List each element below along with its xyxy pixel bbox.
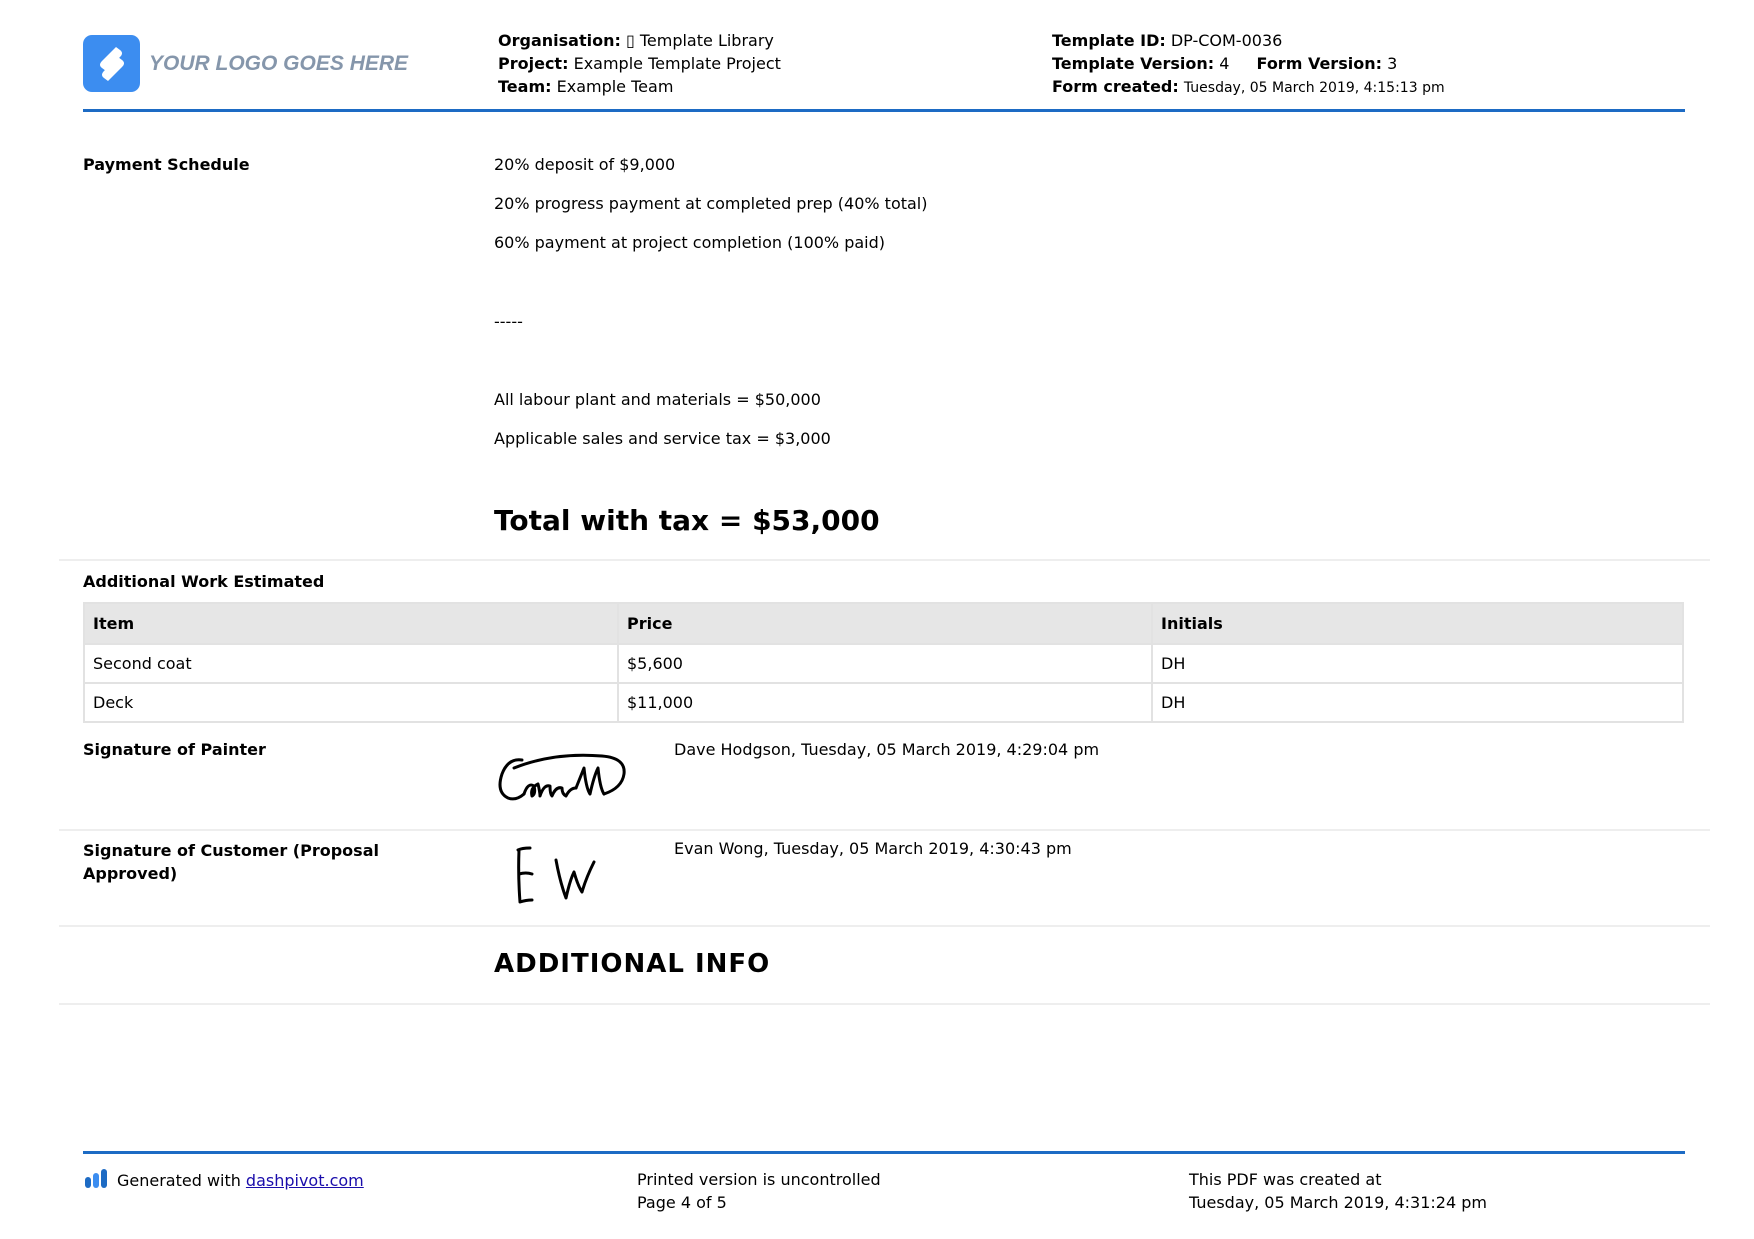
column-header-item: Item bbox=[84, 603, 618, 644]
organisation-value: ▯ Template Library bbox=[625, 31, 774, 50]
template-id-row bbox=[1052, 29, 1445, 52]
pdf-created-label: This PDF was created at bbox=[1189, 1170, 1382, 1189]
payment-total: Total with tax = $53,000 bbox=[494, 504, 880, 537]
cell-initials: DH bbox=[1152, 644, 1683, 683]
additional-work-label: Additional Work Estimated bbox=[83, 572, 325, 591]
form-version-value: 3 bbox=[1387, 54, 1398, 73]
dashpivot-link[interactable]: dashpivot.com bbox=[245, 1170, 364, 1190]
table-row bbox=[84, 644, 1683, 683]
printed-version-notice: Printed version is uncontrolled bbox=[637, 1170, 881, 1189]
page-number: Page 4 of 5 bbox=[637, 1193, 727, 1212]
customer-signature-label-line1: Signature of Customer (Proposal bbox=[83, 841, 379, 860]
table-row bbox=[84, 683, 1683, 722]
company-logo bbox=[83, 35, 408, 92]
payment-schedule-label: Payment Schedule bbox=[83, 155, 250, 174]
table-header-row bbox=[84, 603, 1683, 644]
cell-price: $5,600 bbox=[618, 644, 1152, 683]
section-divider bbox=[59, 559, 1710, 561]
template-id-label: Template ID: bbox=[1052, 31, 1166, 50]
customer-signature-info: Evan Wong, Tuesday, 05 March 2019, 4:30:43 pm bbox=[674, 839, 1072, 858]
cell-item: Second coat bbox=[84, 644, 618, 683]
column-header-price: Price bbox=[618, 603, 1152, 644]
project-row bbox=[498, 52, 781, 75]
template-version-label: Template Version: bbox=[1052, 54, 1215, 73]
cell-item: Deck bbox=[84, 683, 618, 722]
footer-pdf-created bbox=[1189, 1168, 1487, 1214]
logo-icon bbox=[83, 35, 140, 92]
header-org-block bbox=[498, 29, 781, 98]
form-created-value: Tuesday, 05 March 2019, 4:15:13 pm bbox=[1183, 80, 1445, 96]
template-version-value: 4 bbox=[1219, 54, 1230, 73]
customer-signature-label bbox=[83, 839, 379, 885]
team-label: Team: bbox=[498, 77, 552, 96]
payment-line-labour: All labour plant and materials = $50,000 bbox=[494, 390, 821, 409]
footer-print-notice bbox=[637, 1168, 881, 1214]
project-label: Project: bbox=[498, 54, 569, 73]
organisation-label: Organisation: bbox=[498, 31, 621, 50]
form-created-row bbox=[1052, 75, 1445, 100]
footer-divider bbox=[83, 1151, 1685, 1154]
form-version-label: Form Version: bbox=[1256, 54, 1382, 73]
footer-generated bbox=[85, 1168, 364, 1192]
additional-work-table bbox=[83, 602, 1684, 723]
cell-initials: DH bbox=[1152, 683, 1683, 722]
section-divider bbox=[59, 925, 1710, 927]
payment-line-progress: 20% progress payment at completed prep (40% total) bbox=[494, 194, 928, 213]
payment-line-completion: 60% payment at project completion (100% paid) bbox=[494, 233, 886, 252]
template-id-value: DP-COM-0036 bbox=[1170, 31, 1283, 50]
generated-with-text: Generated with bbox=[117, 1170, 241, 1190]
payment-line-deposit: 20% deposit of $9,000 bbox=[494, 155, 676, 174]
painter-signature-label: Signature of Painter bbox=[83, 740, 266, 759]
team-row bbox=[498, 75, 781, 98]
project-value: Example Template Project bbox=[573, 54, 781, 73]
payment-separator: ----- bbox=[494, 312, 523, 331]
organisation-row bbox=[498, 29, 781, 52]
logo-text: YOUR LOGO GOES HERE bbox=[149, 51, 409, 75]
payment-line-tax: Applicable sales and service tax = $3,000 bbox=[494, 429, 831, 448]
column-header-initials: Initials bbox=[1152, 603, 1683, 644]
section-divider bbox=[59, 1003, 1710, 1005]
painter-signature-info: Dave Hodgson, Tuesday, 05 March 2019, 4:29:04 pm bbox=[674, 740, 1100, 759]
pdf-created-value: Tuesday, 05 March 2019, 4:31:24 pm bbox=[1189, 1193, 1487, 1212]
additional-info-heading: ADDITIONAL INFO bbox=[494, 949, 771, 979]
painter-signature-image bbox=[494, 748, 634, 810]
section-divider bbox=[59, 829, 1710, 831]
customer-signature-label-line2: Approved) bbox=[83, 864, 178, 883]
team-value: Example Team bbox=[556, 77, 674, 96]
header-divider bbox=[83, 109, 1685, 112]
customer-signature-image bbox=[510, 842, 610, 912]
dashpivot-logo-icon bbox=[85, 1168, 109, 1192]
header-template-block bbox=[1052, 29, 1445, 100]
version-row bbox=[1052, 52, 1445, 75]
cell-price: $11,000 bbox=[618, 683, 1152, 722]
form-created-label: Form created: bbox=[1052, 77, 1179, 96]
